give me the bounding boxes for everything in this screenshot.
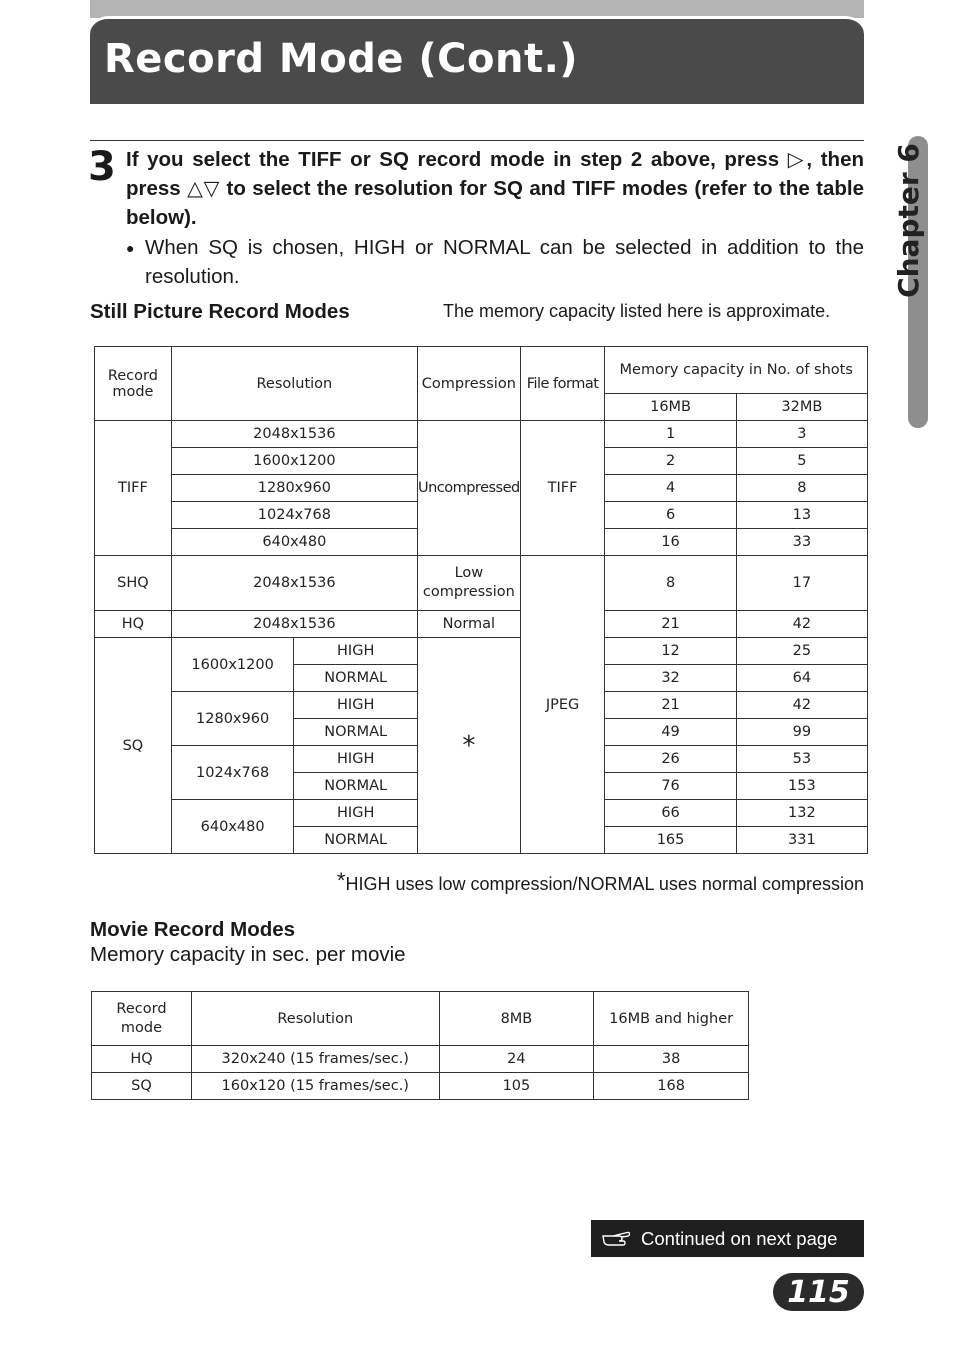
still-approx-note: The memory capacity listed here is approximate. [443, 301, 831, 321]
mode-hq: HQ [95, 611, 172, 638]
capacity-32mb: 33 [736, 529, 867, 556]
quality-normal: NORMAL [294, 827, 418, 854]
compression-asterisk: * [417, 638, 520, 854]
table-row [95, 611, 868, 638]
capacity-32mb: 99 [736, 719, 867, 746]
header-32mb: 32MB [736, 394, 867, 421]
movie-resolution-cell: 160x120 (15 frames/sec.) [191, 1073, 439, 1100]
movie-header-8mb: 8MB [439, 992, 594, 1046]
table-row [92, 1073, 749, 1100]
movie-header-16mb: 16MB and higher [594, 992, 749, 1046]
mode-sq: SQ [95, 638, 172, 854]
capacity-16mb: 21 [605, 692, 736, 719]
capacity-16mb: 66 [605, 800, 736, 827]
capacity-16mb: 6 [605, 502, 736, 529]
table-row [92, 1046, 749, 1073]
capacity-32mb: 132 [736, 800, 867, 827]
capacity-32mb: 42 [736, 611, 867, 638]
capacity-32mb: 5 [736, 448, 867, 475]
header-16mb: 16MB [605, 394, 736, 421]
chapter-label-text: Chapter 6 [891, 142, 925, 298]
still-record-modes-table [94, 346, 868, 854]
movie-header-resolution: Resolution [191, 992, 439, 1046]
capacity-32mb: 13 [736, 502, 867, 529]
movie-section-heading: Movie Record Modes [90, 918, 296, 941]
capacity-32mb: 25 [736, 638, 867, 665]
resolution-cell: 1280x960 [171, 475, 417, 502]
quality-normal: NORMAL [294, 773, 418, 800]
chapter-label [888, 140, 928, 300]
capacity-32mb: 3 [736, 421, 867, 448]
compression-footnote [90, 868, 864, 895]
page-title: Record Mode (Cont.) [104, 36, 579, 82]
resolution-cell: 1600x1200 [171, 448, 417, 475]
continued-text: Continued on next page [641, 1227, 838, 1249]
capacity-32mb: 153 [736, 773, 867, 800]
still-section-heading: Still Picture Record Modes [90, 300, 350, 323]
footnote-text: HIGH uses low compression/NORMAL uses normal compression [345, 874, 864, 894]
capacity-16mb: 8 [605, 556, 736, 611]
page-number: 115 [773, 1273, 864, 1311]
header-memory-capacity: Memory capacity in No. of shots [605, 347, 868, 394]
table-row [95, 421, 868, 448]
capacity-16mb: 76 [605, 773, 736, 800]
capacity-32mb: 8 [736, 475, 867, 502]
quality-high: HIGH [294, 800, 418, 827]
movie-header-record-mode: Record mode [92, 992, 192, 1046]
step-number: 3 [88, 144, 116, 190]
capacity-16mb: 16 [605, 529, 736, 556]
mode-tiff: TIFF [95, 421, 172, 556]
table-row [95, 638, 868, 665]
movie-capacity-16mb: 168 [594, 1073, 749, 1100]
resolution-cell: 2048x1536 [171, 556, 417, 611]
format-tiff: TIFF [520, 421, 605, 556]
capacity-32mb: 53 [736, 746, 867, 773]
movie-mode-cell: HQ [92, 1046, 192, 1073]
capacity-16mb: 12 [605, 638, 736, 665]
resolution-cell: 640x480 [171, 800, 294, 854]
table-row [95, 556, 868, 611]
movie-resolution-cell: 320x240 (15 frames/sec.) [191, 1046, 439, 1073]
quality-high: HIGH [294, 746, 418, 773]
header-file-format: File format [520, 347, 605, 421]
movie-mode-cell: SQ [92, 1073, 192, 1100]
format-jpeg: JPEG [520, 556, 605, 854]
capacity-16mb: 21 [605, 611, 736, 638]
capacity-16mb: 165 [605, 827, 736, 854]
header-compression: Compression [417, 347, 520, 421]
capacity-16mb: 32 [605, 665, 736, 692]
quality-normal: NORMAL [294, 665, 418, 692]
quality-normal: NORMAL [294, 719, 418, 746]
quality-high: HIGH [294, 692, 418, 719]
capacity-32mb: 64 [736, 665, 867, 692]
resolution-cell: 1280x960 [171, 692, 294, 746]
resolution-cell: 640x480 [171, 529, 417, 556]
movie-capacity-8mb: 105 [439, 1073, 594, 1100]
footnote-asterisk: * [336, 868, 346, 893]
resolution-cell: 1600x1200 [171, 638, 294, 692]
resolution-cell: 2048x1536 [171, 611, 417, 638]
compression-normal: Normal [417, 611, 520, 638]
resolution-cell: 1024x768 [171, 502, 417, 529]
header-record-mode: Record mode [95, 347, 172, 421]
movie-capacity-16mb: 38 [594, 1046, 749, 1073]
pointing-hand-icon [601, 1230, 631, 1248]
continued-banner [591, 1220, 864, 1257]
resolution-cell: 2048x1536 [171, 421, 417, 448]
capacity-32mb: 331 [736, 827, 867, 854]
quality-high: HIGH [294, 638, 418, 665]
capacity-16mb: 1 [605, 421, 736, 448]
capacity-16mb: 4 [605, 475, 736, 502]
compression-uncompressed: Uncompressed [417, 421, 520, 556]
bullet-icon: ● [126, 240, 135, 256]
compression-low: Low compression [417, 556, 520, 611]
mode-shq: SHQ [95, 556, 172, 611]
capacity-16mb: 26 [605, 746, 736, 773]
capacity-16mb: 49 [605, 719, 736, 746]
resolution-cell: 1024x768 [171, 746, 294, 800]
step-bullet-note: When SQ is chosen, HIGH or NORMAL can be selected in addition to the resolution. [145, 236, 864, 288]
header-resolution: Resolution [171, 347, 417, 421]
movie-section-subheading: Memory capacity in sec. per movie [90, 943, 406, 966]
capacity-32mb: 17 [736, 556, 867, 611]
movie-record-modes-table [91, 991, 749, 1100]
capacity-16mb: 2 [605, 448, 736, 475]
capacity-32mb: 42 [736, 692, 867, 719]
step-divider [90, 140, 864, 141]
movie-capacity-8mb: 24 [439, 1046, 594, 1073]
step-instruction: If you select the TIFF or SQ record mode in step 2 above, press ▷, then press △▽ to select the resolution for SQ and TIFF modes (refer to the table below). [126, 148, 864, 229]
